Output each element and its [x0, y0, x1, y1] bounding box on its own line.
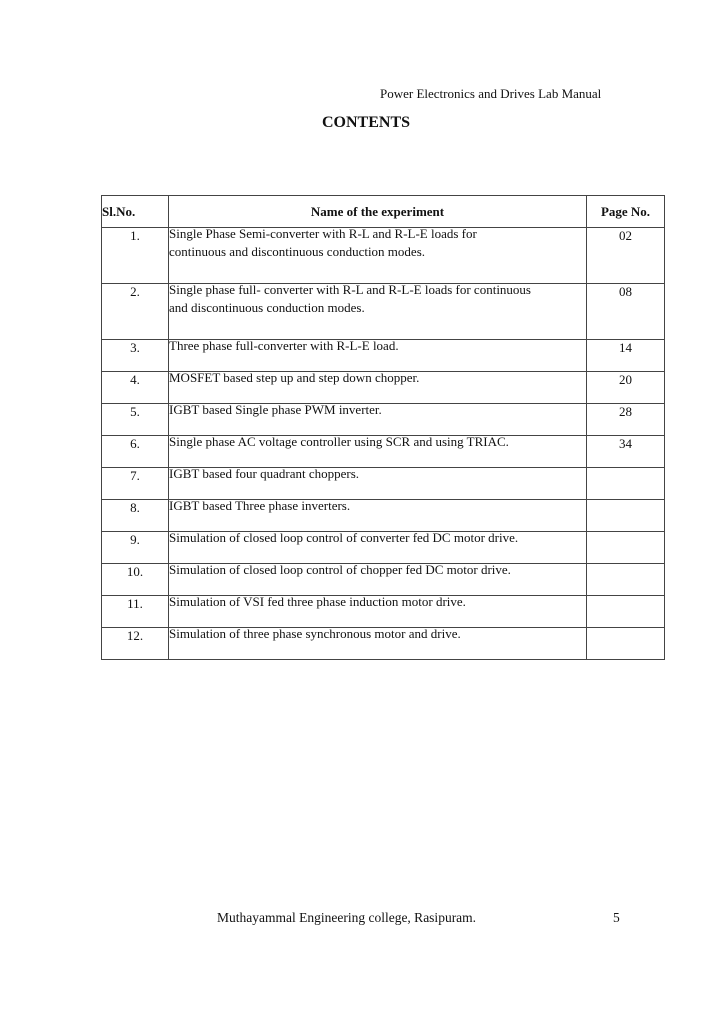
page-number	[587, 564, 665, 596]
experiment-name	[169, 228, 587, 284]
page-number	[587, 500, 665, 532]
table-row	[102, 284, 665, 340]
experiment-name-line: Simulation of VSI fed three phase induction motor drive.	[169, 594, 466, 609]
experiment-name-line: MOSFET based step up and step down chopper.	[169, 370, 420, 385]
page-number	[587, 468, 665, 500]
row-number: 4.	[102, 372, 169, 404]
experiment-name-line: Single phase full- converter with R-L and R-L-E loads for continuous	[169, 282, 531, 297]
row-number: 5.	[102, 404, 169, 436]
table-row	[102, 628, 665, 660]
running-header: Power Electronics and Drives Lab Manual	[380, 86, 602, 101]
experiment-name-line: and discontinuous conduction modes.	[169, 300, 365, 315]
footer-page-number: 5	[613, 910, 620, 925]
page-number	[587, 628, 665, 660]
page-number	[587, 596, 665, 628]
row-number: 12.	[102, 628, 169, 660]
row-number: 10.	[102, 564, 169, 596]
page-number: 08	[587, 284, 665, 340]
experiment-name-line: IGBT based Three phase inverters.	[169, 498, 351, 513]
row-number: 3.	[102, 340, 169, 372]
contents-table	[101, 195, 665, 660]
page-number: 28	[587, 404, 665, 436]
experiment-name-line: Single phase AC voltage controller using SCR and using TRIAC.	[169, 434, 509, 449]
footer-college: Muthayammal Engineering college, Rasipuram.	[217, 910, 477, 925]
experiment-name-line: Three phase full-converter with R-L-E load.	[169, 338, 399, 353]
column-header-page: Page No.	[587, 196, 665, 228]
experiment-name-line: IGBT based four quadrant choppers.	[169, 466, 360, 481]
experiment-name-line: IGBT based Single phase PWM inverter.	[169, 402, 382, 417]
experiment-name-line: Single Phase Semi-converter with R-L and R-L-E loads for	[169, 226, 477, 241]
row-number: 9.	[102, 532, 169, 564]
experiment-name	[169, 628, 587, 660]
experiment-name	[169, 284, 587, 340]
experiment-name-line: continuous and discontinuous conduction modes.	[169, 244, 426, 259]
row-number: 11.	[102, 596, 169, 628]
page-number: 02	[587, 228, 665, 284]
row-number: 8.	[102, 500, 169, 532]
row-number: 2.	[102, 284, 169, 340]
page-number: 34	[587, 436, 665, 468]
page-number: 14	[587, 340, 665, 372]
page-title: CONTENTS	[321, 114, 411, 131]
experiment-name-line: Simulation of closed loop control of chopper fed DC motor drive.	[169, 562, 511, 577]
row-number: 6.	[102, 436, 169, 468]
column-header-experiment: Name of the experiment	[169, 196, 587, 228]
page-number	[587, 532, 665, 564]
row-number: 1.	[102, 228, 169, 284]
experiment-name-line: Simulation of closed loop control of converter fed DC motor drive.	[169, 530, 519, 545]
row-number: 7.	[102, 468, 169, 500]
page-number: 20	[587, 372, 665, 404]
column-header-slno: Sl.No.	[102, 196, 169, 228]
table-row	[102, 228, 665, 284]
experiment-name-line: Simulation of three phase synchronous motor and drive.	[169, 626, 461, 641]
